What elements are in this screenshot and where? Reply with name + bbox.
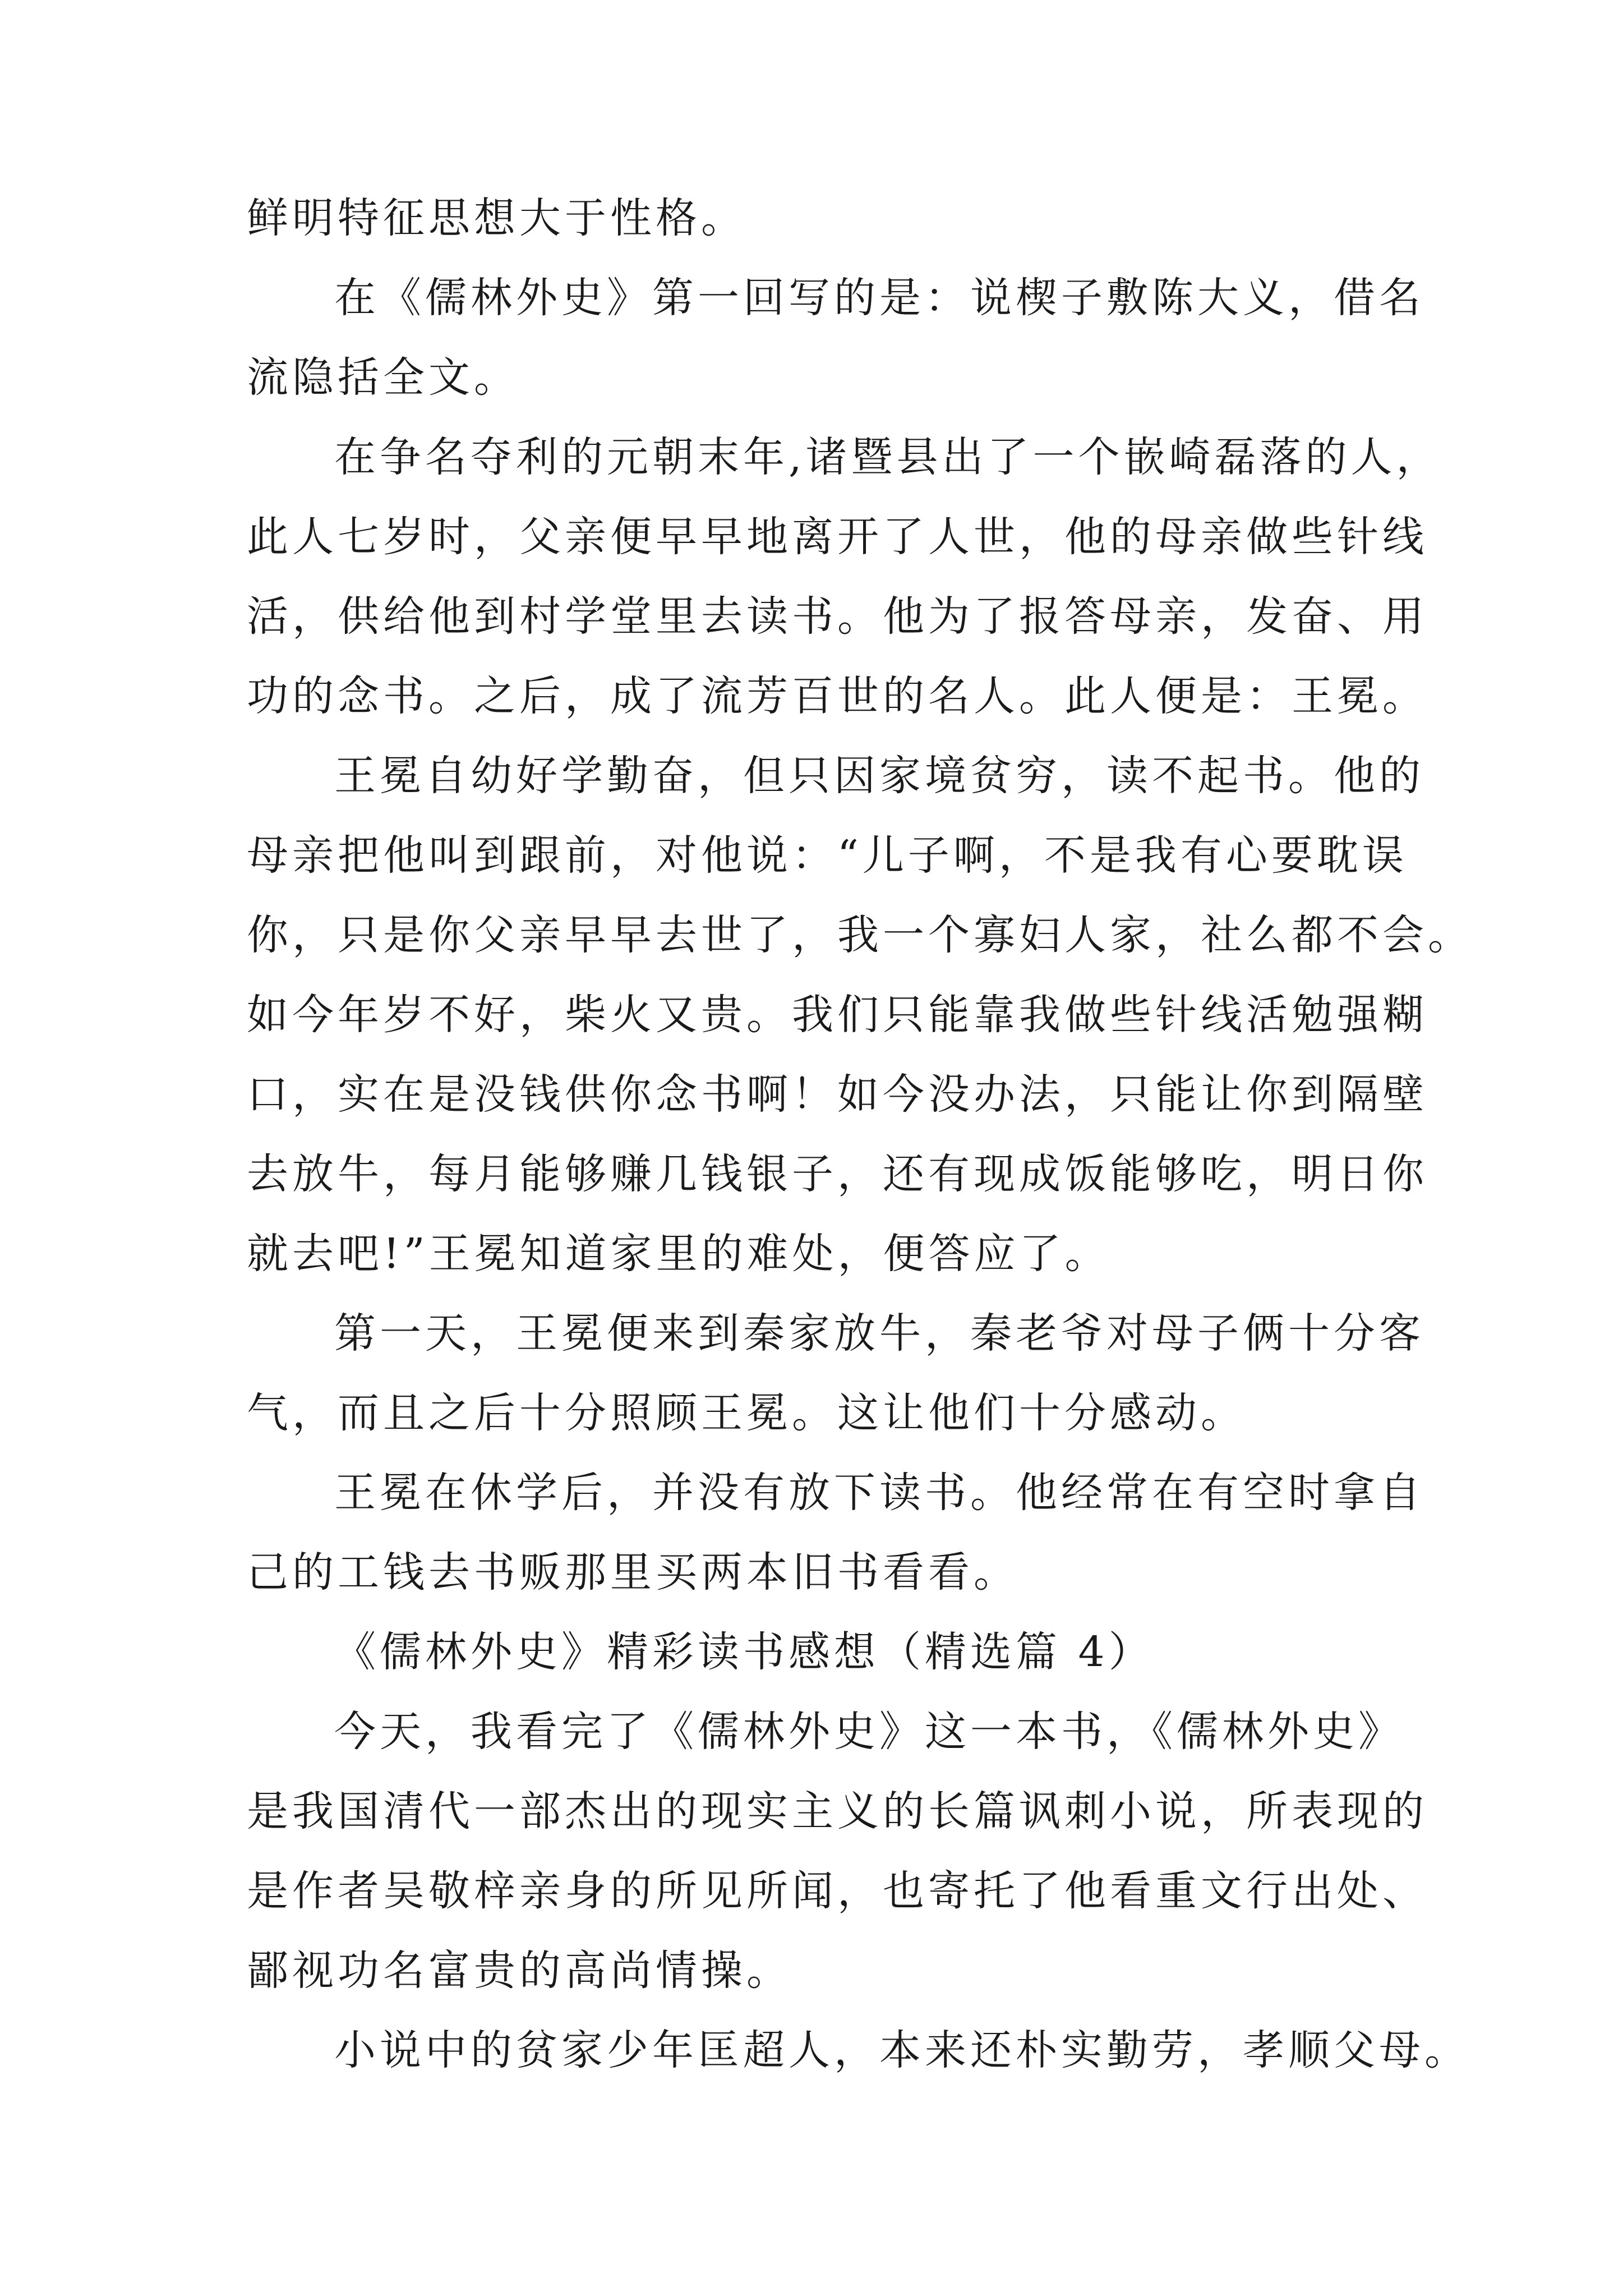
text-line: 王冕在休学后，并没有放下读书。他经常在有空时拿自 <box>334 1469 1424 1517</box>
text-line: 此人七岁时，父亲便早早地离开了人世，他的母亲做些针线 <box>247 513 1428 561</box>
text-line: 是我国清代一部杰出的现实主义的长篇讽刺小说，所表现的 <box>247 1787 1428 1835</box>
text-line: 口，实在是没钱供你念书啊！如今没办法，只能让你到隔壁 <box>247 1070 1428 1119</box>
paragraph-1 <box>247 178 1391 258</box>
text-line: 王冕自幼好学勤奋，但只因家境贫穷，读不起书。他的 <box>334 752 1424 800</box>
text-line: 小说中的贫家少年匡超人，本来还朴实勤劳，孝顺父母。 <box>334 2026 1470 2074</box>
text-line: 活，供给他到村学堂里去读书。他为了报答母亲，发奋、用 <box>247 592 1428 641</box>
text-line: 去放牛，每月能够赚几钱银子，还有现成饭能够吃，明日你 <box>247 1150 1428 1198</box>
text-line: 功的念书。之后，成了流芳百世的名人。此人便是：王冕。 <box>247 672 1428 720</box>
paragraph-5 <box>247 1294 1424 1453</box>
text-line: 就去吧!”王冕知道家里的难处，便答应了。 <box>247 1230 1110 1278</box>
text-line: 你，只是你父亲早早去世了，我一个寡妇人家，社么都不会。 <box>247 911 1473 959</box>
paragraph-4 <box>247 736 1473 1294</box>
text-line: 今天，我看完了《儒林外史》这一本书，《儒林外史》 <box>334 1708 1404 1756</box>
text-line: 是作者吴敬梓亲身的所见所闻，也寄托了他看重文行出处、 <box>247 1867 1428 1915</box>
section-heading <box>247 1612 1391 1692</box>
text-line: 第一天，王冕便来到秦家放牛，秦老爷对母子俩十分客 <box>334 1309 1424 1358</box>
paragraph-6 <box>247 1453 1424 1612</box>
text-line: 鲜明特征思想大于性格。 <box>247 194 746 242</box>
text-line: 如今年岁不好，柴火又贵。我们只能靠我做些针线活勉强糊 <box>247 991 1428 1039</box>
paragraph-3 <box>247 417 1442 736</box>
paragraph-2 <box>247 258 1424 417</box>
heading-line: 《儒林外史》精彩读书感想（精选篇 4） <box>334 1628 1154 1676</box>
text-line: 气，而且之后十分照顾王冕。这让他们十分感动。 <box>247 1389 1246 1437</box>
text-line: 己的工钱去书贩那里买两本旧书看看。 <box>247 1548 1019 1596</box>
text-line: 鄙视功名富贵的高尚情操。 <box>247 1947 792 1995</box>
paragraph-8 <box>247 2010 1470 2090</box>
text-line: 母亲把他叫到跟前，对他说：“儿子啊，不是我有心要耽误 <box>247 831 1408 880</box>
text-line: 流隐括全文。 <box>247 353 519 402</box>
text-line: 在《儒林外史》第一回写的是：说楔子敷陈大义，借名 <box>334 274 1424 322</box>
paragraph-7 <box>247 1692 1428 2010</box>
text-line: 在争名夺利的元朝末年,诸暨县出了一个嵌崎磊落的人， <box>334 433 1442 481</box>
